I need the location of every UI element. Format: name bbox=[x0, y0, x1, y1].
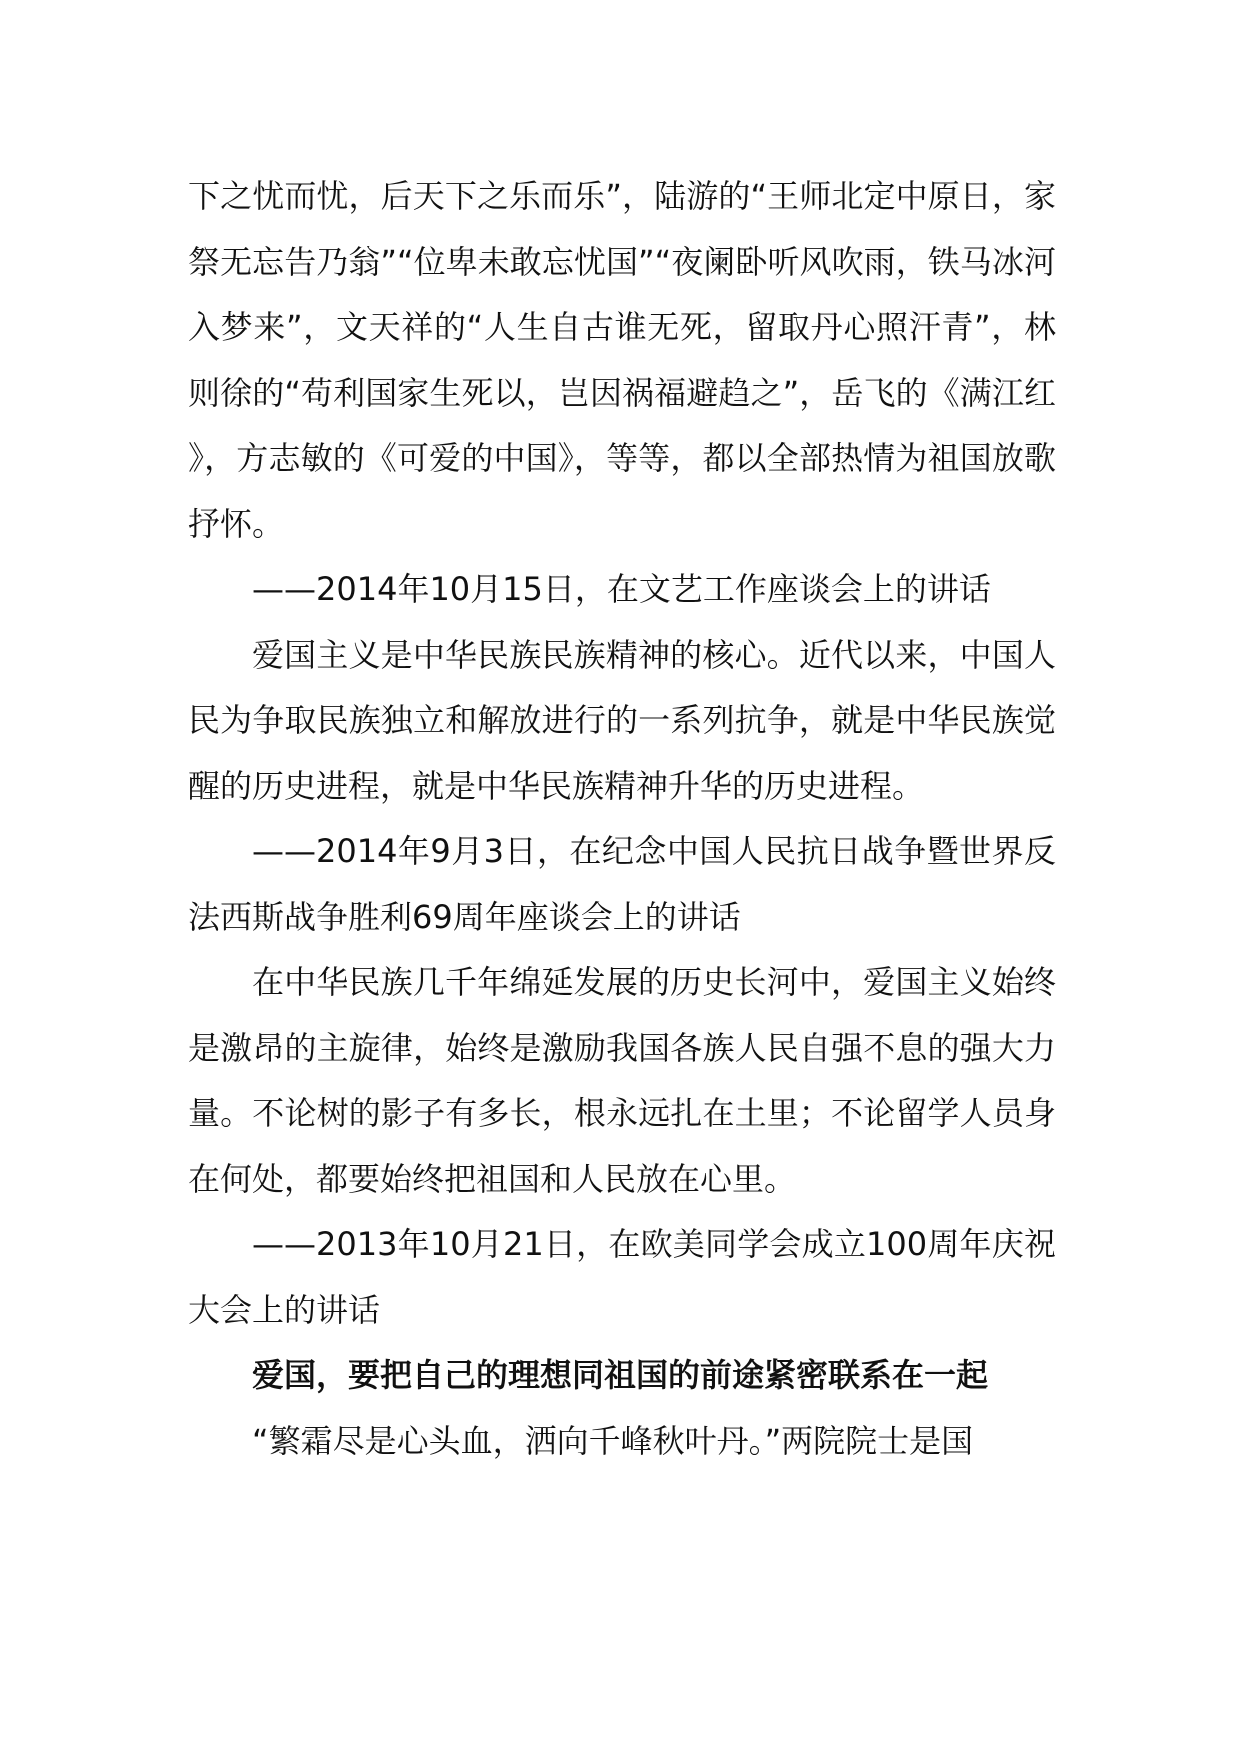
body-paragraph-frost-poem: “繁霜尽是心头血，洒向千峰秋叶丹。”两院院士是国 bbox=[252, 1421, 974, 1460]
section-heading: 爱国，要把自己的理想同祖国的前途紧密联系在一起 bbox=[252, 1356, 989, 1394]
body-paragraph-patriotism-theme: 在中华民族几千年绵延发展的历史长河中，爱国主义始终是激昂的主旋律，始终是激励我国各族人民自强不息的强大力量。不论树的影子有多长，根永远扎在土里；不论留学人员身在何处，都要始终把祖国和人民放在心里。 bbox=[188, 963, 1056, 1198]
body-paragraph-poems: 下之忧而忧，后天下之乐而乐”，陆游的“王师北定中原日，家祭无忘告乃翁”“位卑未敢忘忧国”“夜阑卧听风吹雨，铁马冰河入梦来”，文天祥的“人生自古谁无死，留取丹心照汗青”，林则徐的“苟利国家生死以，岂因祸福避趋之”，岳飞的《满江红》，方志敏的《可爱的中国》，等等，都以全部热情为祖国放歌抒怀。 bbox=[188, 177, 1056, 543]
source-citation-2014-10-15: ——2014年10月15日，在文艺工作座谈会上的讲话 bbox=[252, 570, 991, 608]
document-page bbox=[188, 164, 1056, 1474]
body-paragraph-patriotism-core: 爱国主义是中华民族民族精神的核心。近代以来，中国人民为争取民族独立和解放进行的一系列抗争，就是中华民族觉醒的历史进程，就是中华民族精神升华的历史进程。 bbox=[188, 635, 1056, 805]
source-citation-2014-09-03: ——2014年9月3日，在纪念中国人民抗日战争暨世界反法西斯战争胜利69周年座谈会上的讲话 bbox=[188, 832, 1056, 936]
source-citation-2013-10-21: ——2013年10月21日，在欧美同学会成立100周年庆祝大会上的讲话 bbox=[188, 1225, 1056, 1329]
